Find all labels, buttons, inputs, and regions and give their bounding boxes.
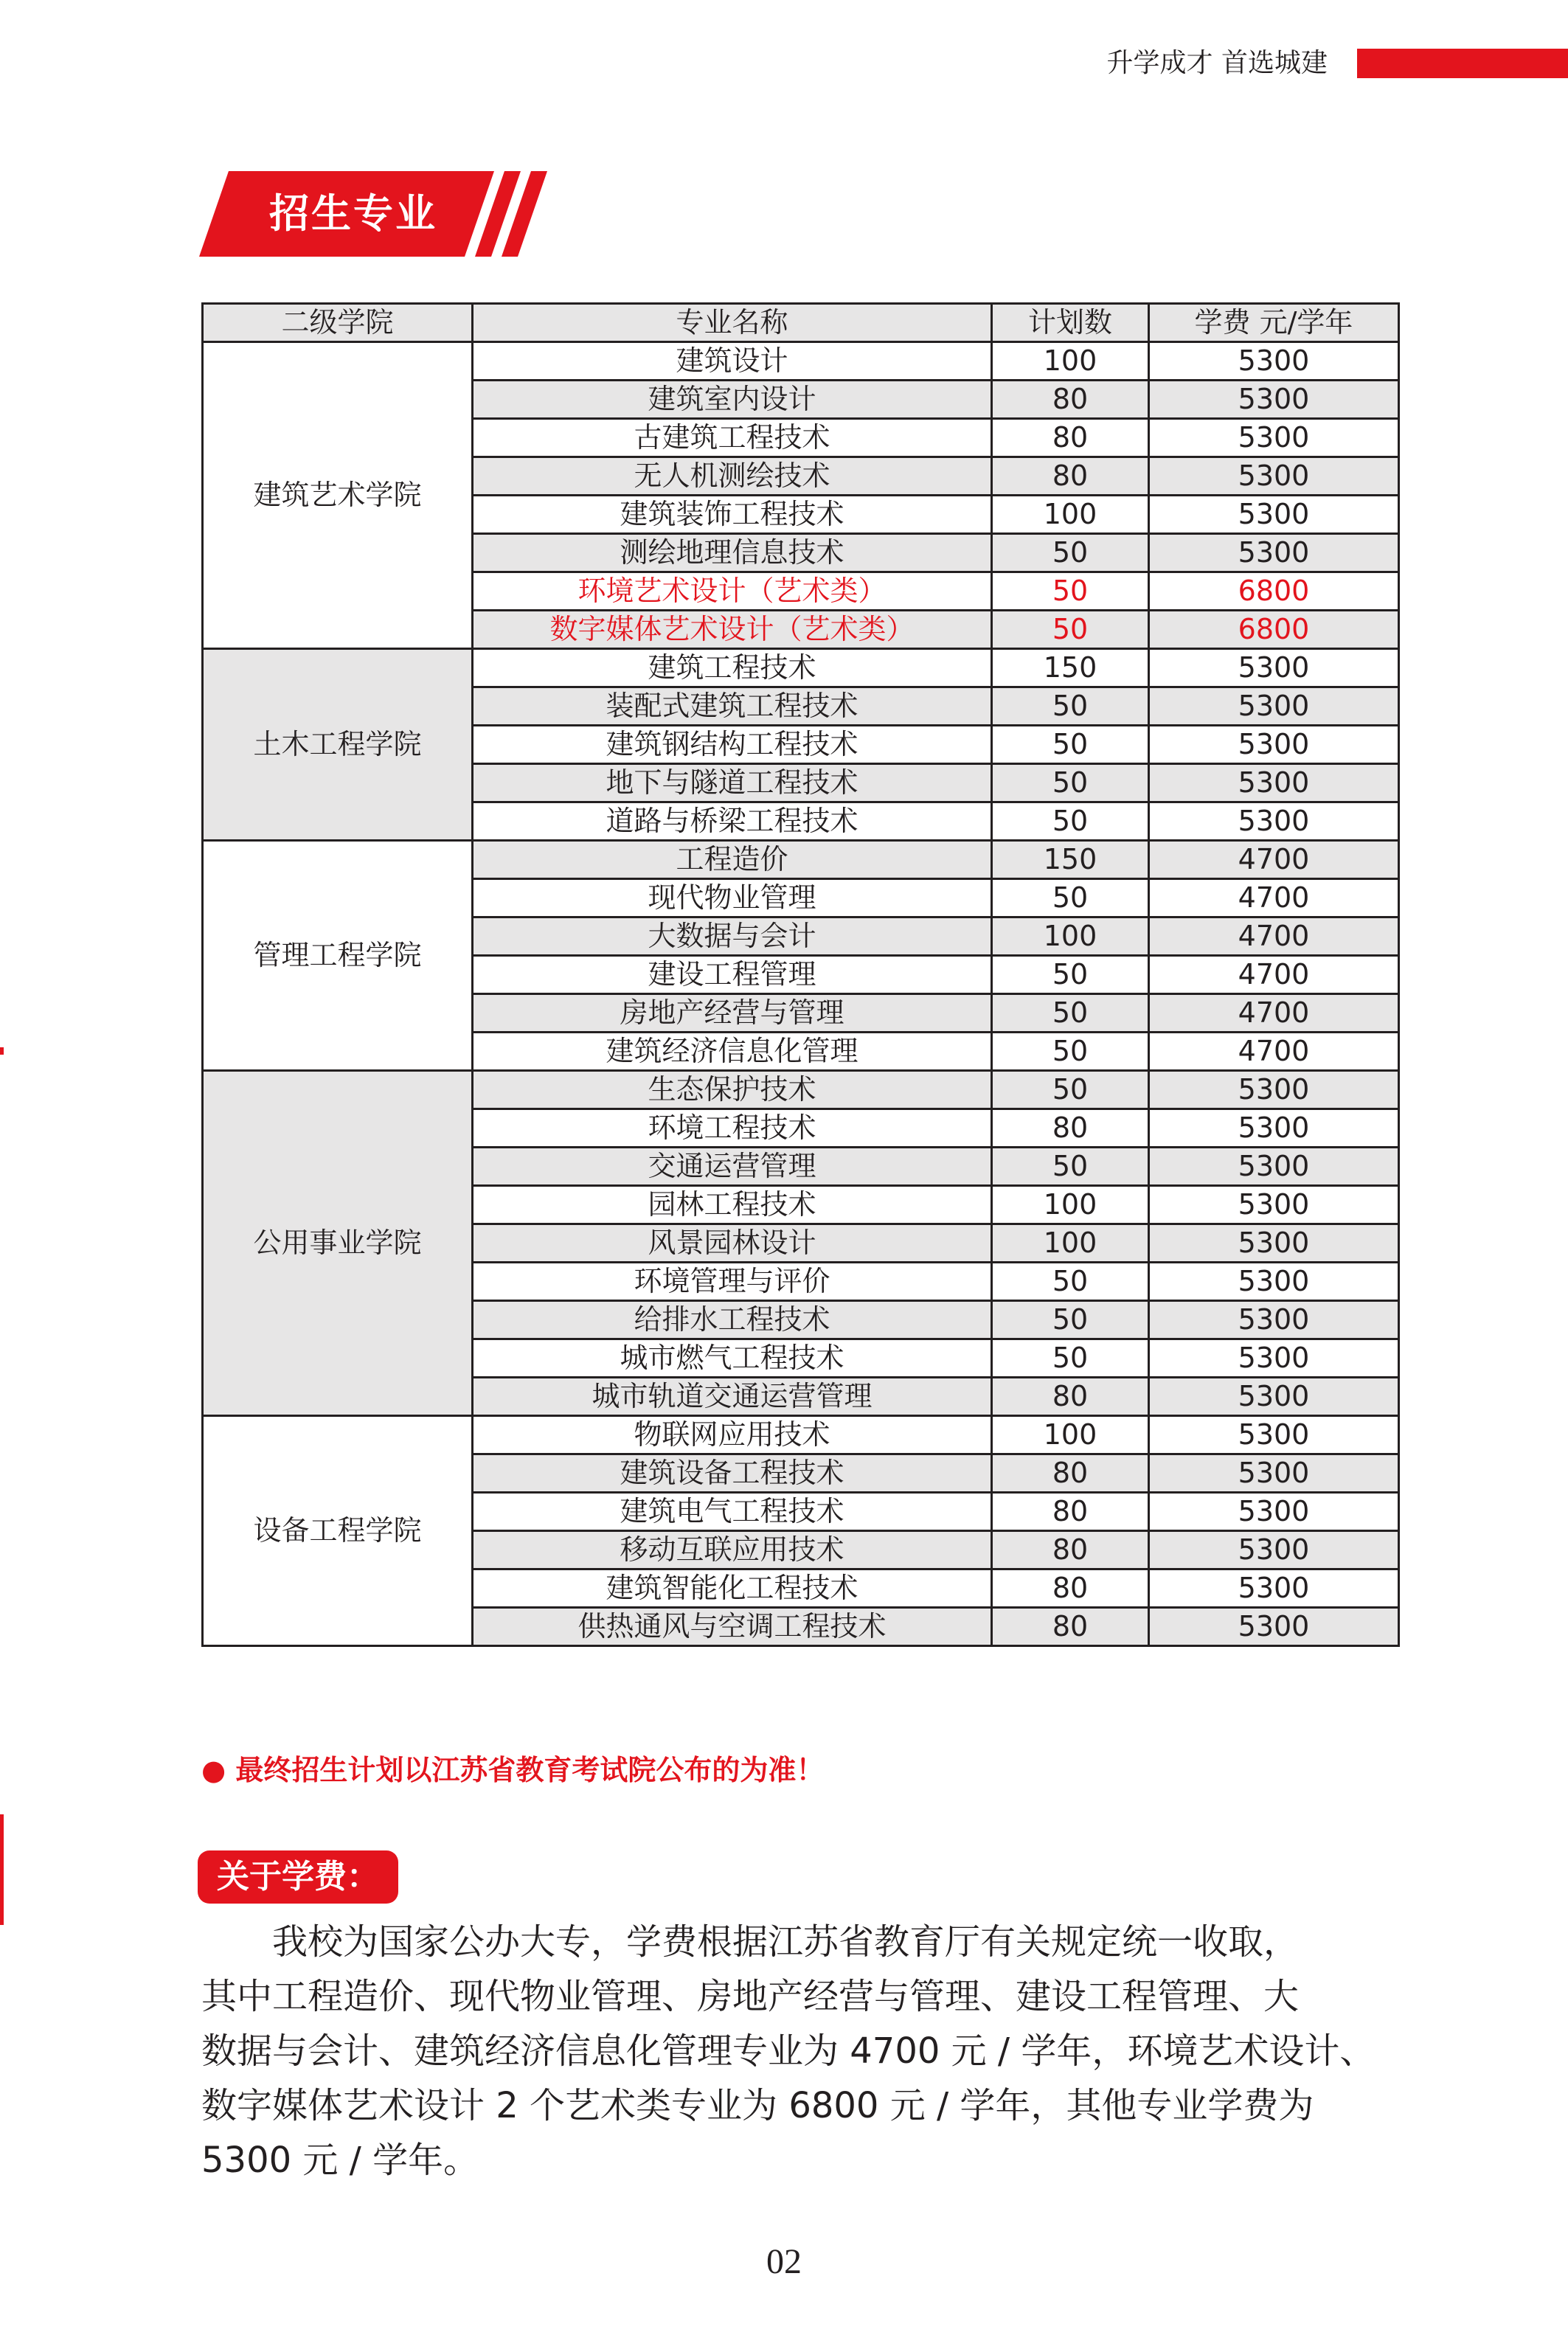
major-cell: 供热通风与空调工程技术	[473, 1608, 992, 1646]
plan-cell: 80	[992, 1493, 1149, 1531]
fee-line: 数据与会计、建筑经济信息化管理专业为 4700 元 / 学年，环境艺术设计、	[201, 2030, 1376, 2072]
major-cell: 环境工程技术	[473, 1109, 992, 1148]
fee-cell: 5300	[1149, 342, 1399, 381]
plan-cell: 50	[992, 1071, 1149, 1109]
table-row	[203, 1416, 1399, 1454]
plan-cell: 100	[992, 1416, 1149, 1454]
major-cell: 建筑装饰工程技术	[473, 496, 992, 534]
plan-cell: 80	[992, 1608, 1149, 1646]
fee-cell: 5300	[1149, 419, 1399, 457]
college-cell: 设备工程学院	[203, 1416, 473, 1646]
column-header-college: 二级学院	[203, 304, 473, 342]
table-row	[203, 1071, 1399, 1109]
fee-cell: 5300	[1149, 1109, 1399, 1148]
plan-cell: 50	[992, 726, 1149, 764]
fee-cell: 4700	[1149, 841, 1399, 879]
fee-cell: 6800	[1149, 611, 1399, 649]
major-cell: 建筑电气工程技术	[473, 1493, 992, 1531]
fee-cell: 5300	[1149, 1569, 1399, 1608]
plan-cell: 100	[992, 1186, 1149, 1224]
fee-cell: 5300	[1149, 457, 1399, 496]
fee-cell: 5300	[1149, 496, 1399, 534]
major-cell: 测绘地理信息技术	[473, 534, 992, 572]
fee-cell: 4700	[1149, 956, 1399, 994]
plan-cell: 150	[992, 649, 1149, 687]
major-cell: 大数据与会计	[473, 917, 992, 956]
plan-cell: 50	[992, 572, 1149, 611]
major-cell: 给排水工程技术	[473, 1301, 992, 1339]
college-cell: 管理工程学院	[203, 841, 473, 1071]
major-cell: 现代物业管理	[473, 879, 992, 917]
major-cell: 工程造价	[473, 841, 992, 879]
major-cell: 移动互联应用技术	[473, 1531, 992, 1569]
college-cell: 建筑艺术学院	[203, 342, 473, 649]
table-body	[203, 342, 1399, 1646]
fee-line: 数字媒体艺术设计 2 个艺术类专业为 6800 元 / 学年，其他专业学费为	[201, 2085, 1314, 2126]
major-cell: 建筑设计	[473, 342, 992, 381]
fee-section-badge: 关于学费：	[198, 1850, 398, 1904]
fee-cell: 6800	[1149, 572, 1399, 611]
plan-cell: 50	[992, 1263, 1149, 1301]
plan-cell: 50	[992, 956, 1149, 994]
major-cell: 古建筑工程技术	[473, 419, 992, 457]
plan-cell: 50	[992, 1033, 1149, 1071]
major-cell: 无人机测绘技术	[473, 457, 992, 496]
plan-cell: 80	[992, 1454, 1149, 1493]
section-banner	[199, 171, 561, 257]
majors-table	[201, 302, 1400, 1647]
plan-cell: 50	[992, 1301, 1149, 1339]
plan-cell: 80	[992, 381, 1149, 419]
major-cell: 地下与隧道工程技术	[473, 764, 992, 802]
major-cell: 建筑经济信息化管理	[473, 1033, 992, 1071]
major-cell: 风景园林设计	[473, 1224, 992, 1263]
major-cell: 园林工程技术	[473, 1186, 992, 1224]
fee-cell: 5300	[1149, 1263, 1399, 1301]
major-cell: 房地产经营与管理	[473, 994, 992, 1033]
fee-description	[201, 1915, 1381, 2188]
fee-cell: 5300	[1149, 1608, 1399, 1646]
plan-cell: 100	[992, 1224, 1149, 1263]
plan-cell: 50	[992, 534, 1149, 572]
plan-cell: 50	[992, 879, 1149, 917]
major-cell: 建设工程管理	[473, 956, 992, 994]
fee-line: 5300 元 / 学年。	[201, 2140, 479, 2181]
fee-cell: 5300	[1149, 1148, 1399, 1186]
major-cell: 交通运营管理	[473, 1148, 992, 1186]
plan-cell: 50	[992, 802, 1149, 841]
plan-cell: 80	[992, 1109, 1149, 1148]
plan-cell: 50	[992, 1148, 1149, 1186]
plan-cell: 50	[992, 687, 1149, 726]
table-row	[203, 649, 1399, 687]
fee-line: 其中工程造价、现代物业管理、房地产经营与管理、建设工程管理、大	[201, 1976, 1300, 2017]
major-cell: 城市轨道交通运营管理	[473, 1378, 992, 1416]
major-cell: 生态保护技术	[473, 1071, 992, 1109]
header-accent-bar	[1357, 49, 1568, 78]
plan-cell: 50	[992, 611, 1149, 649]
plan-cell: 50	[992, 994, 1149, 1033]
plan-cell: 80	[992, 1569, 1149, 1608]
fee-cell: 5300	[1149, 1493, 1399, 1531]
fee-cell: 4700	[1149, 917, 1399, 956]
column-header-fee: 学费 元/学年	[1149, 304, 1399, 342]
header-slogan: 升学成才 首选城建	[1106, 48, 1328, 78]
major-cell: 环境艺术设计（艺术类）	[473, 572, 992, 611]
fee-cell: 5300	[1149, 1301, 1399, 1339]
page-number: 02	[766, 2242, 802, 2281]
fee-cell: 5300	[1149, 1224, 1399, 1263]
fee-cell: 5300	[1149, 687, 1399, 726]
enrollment-note: ● 最终招生计划以江苏省教育考试院公布的为准！	[201, 1754, 825, 1786]
major-cell: 建筑工程技术	[473, 649, 992, 687]
column-header-major: 专业名称	[473, 304, 992, 342]
major-cell: 建筑室内设计	[473, 381, 992, 419]
major-cell: 建筑设备工程技术	[473, 1454, 992, 1493]
major-cell: 道路与桥梁工程技术	[473, 802, 992, 841]
section-title: 招生专业	[269, 190, 437, 237]
fee-cell: 5300	[1149, 726, 1399, 764]
fee-cell: 5300	[1149, 381, 1399, 419]
plan-cell: 100	[992, 917, 1149, 956]
major-cell: 建筑智能化工程技术	[473, 1569, 992, 1608]
college-cell: 公用事业学院	[203, 1071, 473, 1416]
fee-cell: 4700	[1149, 1033, 1399, 1071]
fee-line: 我校为国家公办大专，学费根据江苏省教育厅有关规定统一收取，	[272, 1921, 1300, 1963]
fee-cell: 5300	[1149, 764, 1399, 802]
table-header-row	[203, 304, 1399, 342]
plan-cell: 80	[992, 457, 1149, 496]
column-header-plan: 计划数	[992, 304, 1149, 342]
fee-cell: 5300	[1149, 534, 1399, 572]
major-cell: 数字媒体艺术设计（艺术类）	[473, 611, 992, 649]
fee-cell: 5300	[1149, 802, 1399, 841]
table-row	[203, 342, 1399, 381]
major-cell: 装配式建筑工程技术	[473, 687, 992, 726]
major-cell: 城市燃气工程技术	[473, 1339, 992, 1378]
fee-cell: 5300	[1149, 1416, 1399, 1454]
fee-cell: 5300	[1149, 1531, 1399, 1569]
plan-cell: 100	[992, 496, 1149, 534]
table-row	[203, 841, 1399, 879]
plan-cell: 50	[992, 764, 1149, 802]
fee-cell: 5300	[1149, 1378, 1399, 1416]
fee-cell: 5300	[1149, 649, 1399, 687]
plan-cell: 80	[992, 1378, 1149, 1416]
major-cell: 物联网应用技术	[473, 1416, 992, 1454]
fee-cell: 4700	[1149, 879, 1399, 917]
fee-cell: 5300	[1149, 1071, 1399, 1109]
fee-cell: 5300	[1149, 1454, 1399, 1493]
college-cell: 土木工程学院	[203, 649, 473, 841]
plan-cell: 100	[992, 342, 1149, 381]
edge-mark	[0, 1047, 4, 1055]
edge-mark	[0, 1814, 4, 1925]
plan-cell: 80	[992, 419, 1149, 457]
plan-cell: 50	[992, 1339, 1149, 1378]
plan-cell: 150	[992, 841, 1149, 879]
major-cell: 建筑钢结构工程技术	[473, 726, 992, 764]
fee-cell: 5300	[1149, 1186, 1399, 1224]
major-cell: 环境管理与评价	[473, 1263, 992, 1301]
fee-cell: 4700	[1149, 994, 1399, 1033]
fee-cell: 5300	[1149, 1339, 1399, 1378]
plan-cell: 80	[992, 1531, 1149, 1569]
